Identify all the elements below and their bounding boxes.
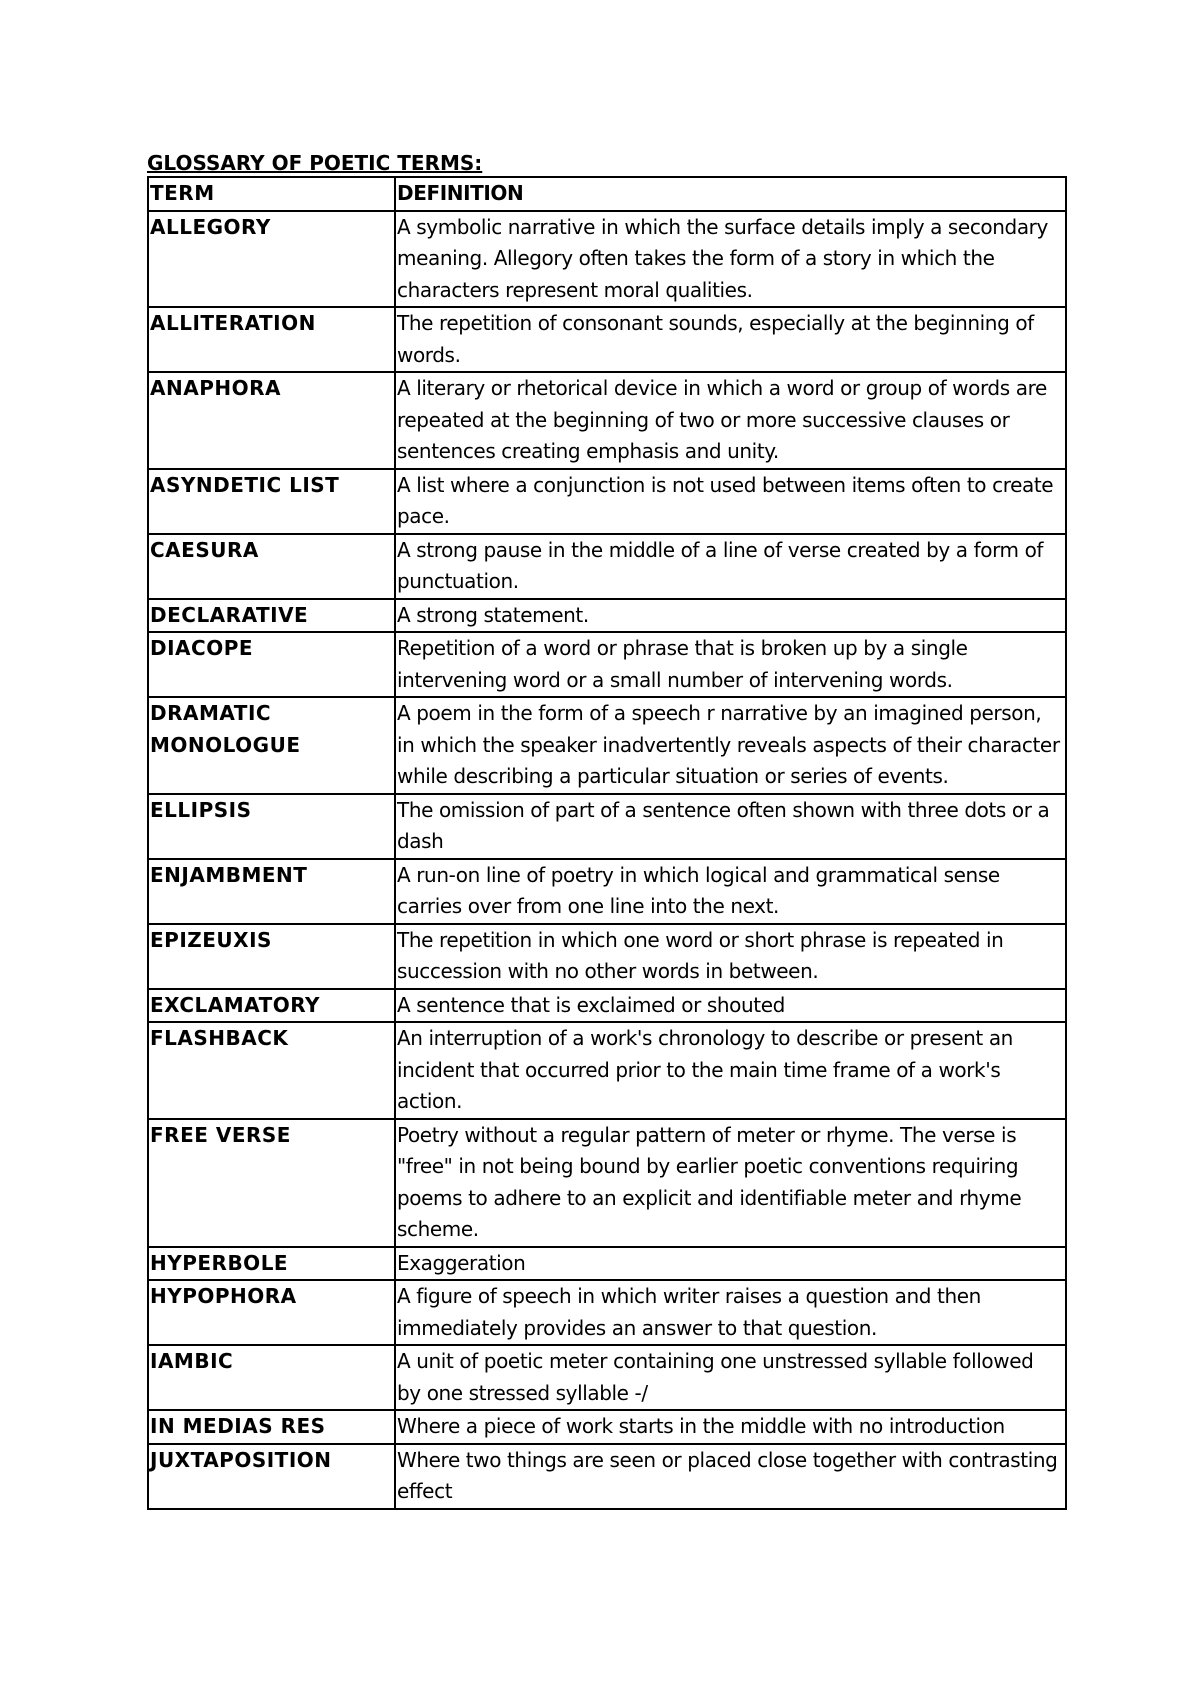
term-cell: IN MEDIAS RES (148, 1410, 395, 1444)
table-row (148, 1119, 1066, 1247)
table-row (148, 924, 1066, 989)
term-cell: EXCLAMATORY (148, 989, 395, 1023)
table-row (148, 1280, 1066, 1345)
term-cell: HYPERBOLE (148, 1247, 395, 1281)
term-cell: ELLIPSIS (148, 794, 395, 859)
definition-cell: A strong pause in the middle of a line of verse created by a form of punctuation. (395, 534, 1066, 599)
term-cell: ASYNDETIC LIST (148, 469, 395, 534)
table-row (148, 989, 1066, 1023)
table-row (148, 211, 1066, 308)
table-row (148, 1345, 1066, 1410)
header-term: TERM (148, 177, 395, 211)
term-cell: HYPOPHORA (148, 1280, 395, 1345)
table-row (148, 1022, 1066, 1119)
definition-cell: A sentence that is exclaimed or shouted (395, 989, 1066, 1023)
table-row (148, 469, 1066, 534)
table-row (148, 307, 1066, 372)
definition-cell: Exaggeration (395, 1247, 1066, 1281)
definition-cell: Where a piece of work starts in the middle with no introduction (395, 1410, 1066, 1444)
table-header-row (148, 177, 1066, 211)
definition-cell: A symbolic narrative in which the surface details imply a secondary meaning. Allegory often takes the form of a story in which the characters represent moral qualities. (395, 211, 1066, 308)
table-row (148, 372, 1066, 469)
definition-cell: A poem in the form of a speech r narrative by an imagined person, in which the speaker inadvertently reveals aspects of their character while describing a particular situation or series of events. (395, 697, 1066, 794)
definition-cell: A figure of speech in which writer raises a question and then immediately provides an answer to that question. (395, 1280, 1066, 1345)
term-cell: JUXTAPOSITION (148, 1444, 395, 1509)
term-cell: CAESURA (148, 534, 395, 599)
table-row (148, 1410, 1066, 1444)
term-cell: ENJAMBMENT (148, 859, 395, 924)
table-row (148, 534, 1066, 599)
term-cell: FLASHBACK (148, 1022, 395, 1119)
definition-cell: The repetition of consonant sounds, especially at the beginning of words. (395, 307, 1066, 372)
document-page (147, 150, 1065, 1510)
table-row (148, 599, 1066, 633)
header-definition: DEFINITION (395, 177, 1066, 211)
term-cell: ALLITERATION (148, 307, 395, 372)
table-row (148, 632, 1066, 697)
table-row (148, 859, 1066, 924)
term-cell: DRAMATIC MONOLOGUE (148, 697, 395, 794)
definition-cell: A strong statement. (395, 599, 1066, 633)
table-row (148, 1247, 1066, 1281)
term-cell: FREE VERSE (148, 1119, 395, 1247)
definition-cell: Poetry without a regular pattern of meter or rhyme. The verse is "free" in not being bound by earlier poetic conventions requiring poems to adhere to an explicit and identifiable meter and rhyme scheme. (395, 1119, 1066, 1247)
term-cell: EPIZEUXIS (148, 924, 395, 989)
term-cell: IAMBIC (148, 1345, 395, 1410)
definition-cell: The omission of part of a sentence often shown with three dots or a dash (395, 794, 1066, 859)
definition-cell: A list where a conjunction is not used between items often to create pace. (395, 469, 1066, 534)
table-row (148, 697, 1066, 794)
term-cell: DECLARATIVE (148, 599, 395, 633)
definition-cell: A unit of poetic meter containing one unstressed syllable followed by one stressed syllable -/ (395, 1345, 1066, 1410)
definition-cell: A run-on line of poetry in which logical and grammatical sense carries over from one line into the next. (395, 859, 1066, 924)
definition-cell: An interruption of a work's chronology to describe or present an incident that occurred prior to the main time frame of a work's action. (395, 1022, 1066, 1119)
table-row (148, 1444, 1066, 1509)
term-cell: ALLEGORY (148, 211, 395, 308)
term-cell: ANAPHORA (148, 372, 395, 469)
definition-cell: The repetition in which one word or short phrase is repeated in succession with no other words in between. (395, 924, 1066, 989)
table-row (148, 794, 1066, 859)
glossary-table (147, 176, 1067, 1510)
definition-cell: Repetition of a word or phrase that is broken up by a single intervening word or a small number of intervening words. (395, 632, 1066, 697)
definition-cell: Where two things are seen or placed close together with contrasting effect (395, 1444, 1066, 1509)
term-cell: DIACOPE (148, 632, 395, 697)
document-title: GLOSSARY OF POETIC TERMS: (147, 151, 483, 175)
definition-cell: A literary or rhetorical device in which a word or group of words are repeated at the beginning of two or more successive clauses or sentences creating emphasis and unity. (395, 372, 1066, 469)
